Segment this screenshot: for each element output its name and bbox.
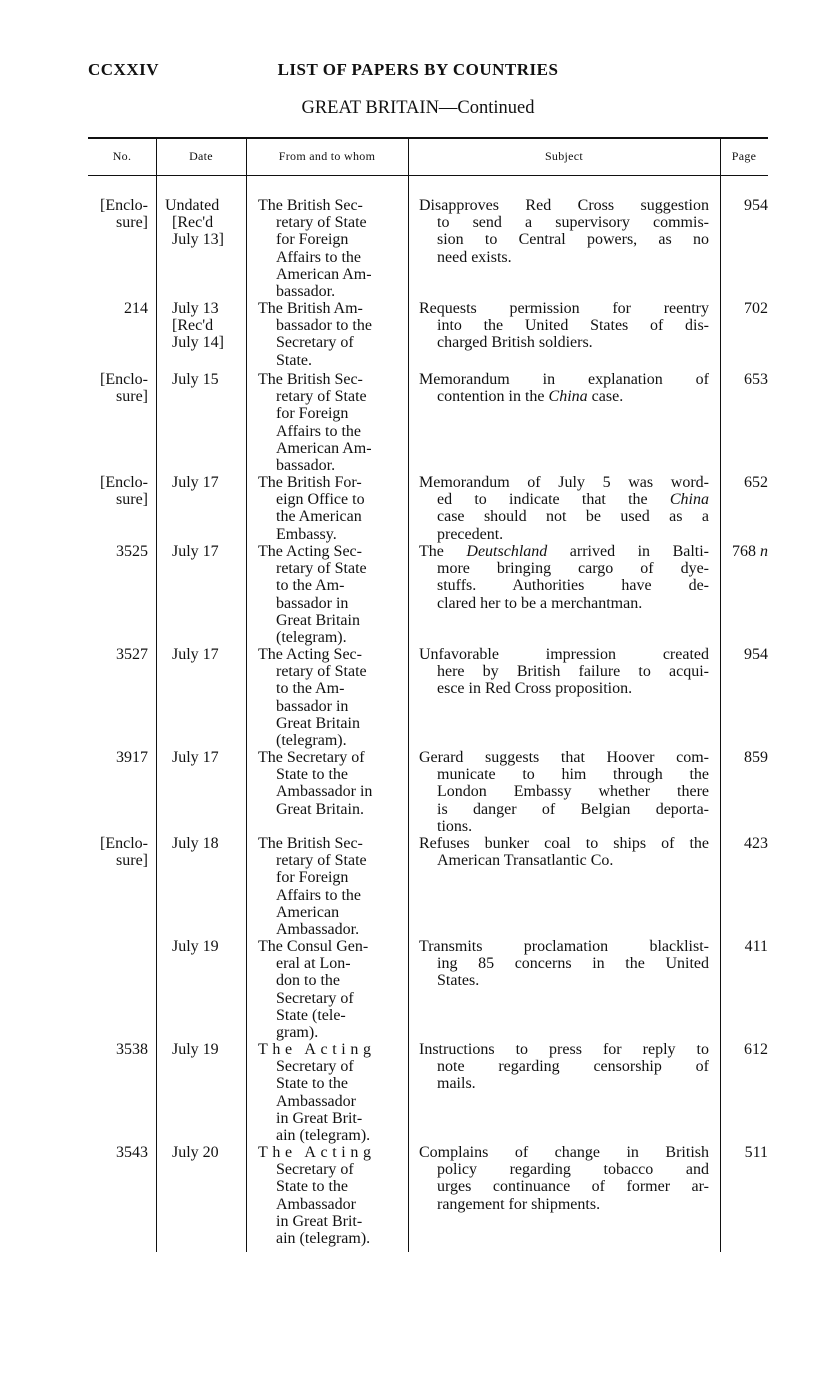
entry-date-line: July 14]	[172, 334, 224, 352]
entry-number-line: [Enclo-	[100, 197, 148, 214]
entry-from-to-line: The Secretary of	[258, 749, 365, 766]
entry-from-to-line: (telegram).	[276, 732, 347, 750]
entry-date-line: July 17	[172, 749, 219, 766]
entry-number	[88, 543, 148, 560]
entry-subject-line: need exists.	[437, 248, 512, 266]
entry-from-to-line: bassador in	[276, 594, 349, 612]
entry-date-line: July 20	[172, 1144, 219, 1161]
entry-from-to-line: bassador to the	[276, 317, 372, 335]
entry-number	[88, 646, 148, 663]
running-title: LIST OF PAPERS BY COUNTRIES	[277, 60, 559, 79]
entry-subject-line: note regarding censorship of	[437, 1058, 709, 1076]
entry-from-to-line: the American	[276, 508, 362, 526]
entry-date-line: July 17	[172, 543, 219, 560]
header-no: No.	[112, 149, 132, 163]
entry-number-line: 3538	[116, 1041, 148, 1058]
entry-subject	[419, 938, 709, 990]
entry-from-to-line: The Consul Gen-	[258, 938, 369, 955]
entry-from-to-line: gram).	[276, 1024, 319, 1042]
entry-date	[162, 938, 248, 955]
section-title: GREAT BRITAIN—Continued	[301, 98, 535, 118]
entry-number-line: sure]	[116, 388, 148, 406]
entry-from-to-line: The British Sec-	[258, 197, 363, 214]
entry-from-to-line: The British For-	[258, 474, 362, 491]
entry-from-to-line: Secretary of	[276, 1058, 354, 1076]
entry-subject-line: tions.	[437, 817, 473, 835]
entry-subject-line: Requests permission for reentry	[419, 300, 709, 317]
entry-from-to-line: retary of State	[276, 852, 367, 870]
entry-subject-line: ed to indicate that the China	[437, 491, 709, 509]
entry-date	[162, 1144, 248, 1161]
entry-from-to	[258, 938, 400, 1041]
entry-subject-line: Instructions to press for reply to	[419, 1041, 709, 1058]
entry-subject-line: Unfavorable impression created	[419, 646, 709, 663]
entry-date	[162, 1041, 248, 1058]
entry-subject-line: to send a supervisory commis-	[437, 214, 709, 232]
entry-subject-line: policy regarding tobacco and	[437, 1161, 709, 1179]
entry-from-to	[258, 1041, 400, 1144]
entry-from-to	[258, 371, 400, 474]
entry-subject-line: esce in Red Cross proposition.	[437, 680, 633, 698]
entry-from-to-line: Ambassador in	[276, 783, 373, 801]
entry-page: 859	[744, 749, 768, 766]
entry-from-to-line: for Foreign	[276, 869, 349, 887]
entry-from-to	[258, 749, 400, 818]
entry-from-to-line: Great Britain	[276, 714, 360, 732]
entry-from-to-line: bassador.	[276, 283, 336, 301]
entry-date	[162, 749, 248, 766]
header-from-to: From and to whom	[278, 149, 376, 163]
entry-subject-line: American Transatlantic Co.	[437, 852, 614, 870]
entry-from-to-line: retary of State	[276, 214, 367, 232]
entry-subject-line: stuffs. Authorities have de-	[437, 577, 709, 595]
column-divider	[156, 137, 157, 1252]
entry-subject	[419, 749, 709, 835]
entry-from-to-line: to the Am-	[276, 577, 345, 595]
entry-page: 954	[744, 646, 768, 663]
entry-subject-line: States.	[437, 972, 480, 990]
entry-from-to-line: State to the	[276, 1075, 348, 1093]
entry-from-to-line: The Acting	[258, 1144, 376, 1161]
entry-date-line: July 13]	[172, 231, 224, 249]
entry-date-line: July 13	[172, 300, 219, 317]
entry-number	[88, 371, 148, 405]
entry-number-line: [Enclo-	[100, 371, 148, 388]
entry-from-to-line: eral at Lon-	[276, 955, 351, 973]
entry-number-line: sure]	[116, 491, 148, 509]
entry-number	[88, 749, 148, 766]
entry-page: 411	[744, 938, 768, 955]
entry-from-to-line: The British Am-	[258, 300, 363, 317]
entry-from-to	[258, 300, 400, 369]
entry-from-to-line: State to the	[276, 1178, 348, 1196]
entry-subject-line: Complains of change in British	[419, 1144, 709, 1161]
entry-from-to-line: to the Am-	[276, 680, 345, 698]
entry-subject-line: Memorandum of July 5 was word-	[419, 474, 709, 491]
header-page: Page	[731, 149, 757, 163]
entry-subject	[419, 371, 709, 405]
entry-subject-line: municate to him through the	[437, 766, 709, 784]
entry-date	[162, 835, 248, 852]
column-divider	[408, 137, 409, 1252]
entry-from-to-line: for Foreign	[276, 405, 349, 423]
entry-from-to	[258, 1144, 400, 1247]
entry-subject-line: charged British soldiers.	[437, 334, 593, 352]
entry-from-to	[258, 835, 400, 938]
entry-page: 954	[744, 197, 768, 214]
entry-date-line: [Rec'd	[172, 214, 214, 232]
entry-from-to-line: in Great Brit-	[276, 1109, 363, 1127]
entry-date	[162, 474, 248, 491]
entry-from-to-line: retary of State	[276, 388, 367, 406]
entry-from-to-line: Ambassador	[276, 1195, 356, 1213]
entry-subject	[419, 300, 709, 352]
entry-from-to	[258, 646, 400, 749]
entry-number	[88, 474, 148, 508]
entry-from-to-line: American	[276, 903, 340, 921]
entry-from-to	[258, 474, 400, 543]
entry-date-line: July 17	[172, 646, 219, 663]
entry-from-to-line: for Foreign	[276, 231, 349, 249]
entry-from-to-line: bassador in	[276, 697, 349, 715]
entry-subject-line: case should not be used as a	[437, 508, 709, 526]
entry-subject-line: Refuses bunker coal to ships of the	[419, 835, 709, 852]
entry-from-to-line: The Acting Sec-	[258, 543, 362, 560]
entry-from-to-line: eign Office to	[276, 491, 365, 509]
entry-date-line: July 15	[172, 371, 219, 388]
entry-date-line: July 19	[172, 1041, 219, 1058]
entry-from-to	[258, 543, 400, 646]
entry-page: 652	[744, 474, 768, 491]
entry-date	[162, 646, 248, 663]
entry-subject-line: rangement for shipments.	[437, 1195, 601, 1213]
entry-subject-line: Transmits proclamation blacklist-	[419, 938, 709, 955]
entry-page: 423	[744, 835, 768, 852]
entry-from-to	[258, 197, 400, 300]
entry-from-to-line: in Great Brit-	[276, 1212, 363, 1230]
entry-subject-line: London Embassy whether there	[437, 783, 709, 801]
entry-subject-line: Disapproves Red Cross suggestion	[419, 197, 709, 214]
entry-subject-line: here by British failure to acqui-	[437, 663, 709, 681]
entry-from-to-line: The British Sec-	[258, 835, 363, 852]
entry-page: 702	[744, 300, 768, 317]
header-date: Date	[189, 149, 213, 163]
entry-from-to-line: Great Britain	[276, 611, 360, 629]
entry-from-to-line: Secretary of	[276, 1161, 354, 1179]
entry-date	[162, 543, 248, 560]
entry-from-to-line: don to the	[276, 972, 340, 990]
entry-subject-line: The Deutschland arrived in Balti-	[419, 543, 709, 560]
entry-subject-line: ing 85 concerns in the United	[437, 955, 709, 973]
entry-date	[162, 197, 248, 249]
entry-date-line: July 18	[172, 835, 219, 852]
entry-from-to-line: retary of State	[276, 560, 367, 578]
column-divider	[720, 137, 721, 1252]
entry-from-to-line: State.	[276, 351, 312, 369]
entry-subject	[419, 646, 709, 698]
entry-date	[162, 300, 248, 352]
entry-subject	[419, 474, 709, 543]
page-number: CCXXIV	[88, 60, 159, 79]
entry-from-to-line: (telegram).	[276, 629, 347, 647]
entry-subject-line: more bringing cargo of dye-	[437, 560, 709, 578]
entry-from-to-line: ain (telegram).	[276, 1127, 371, 1145]
entry-from-to-line: American Am-	[276, 265, 372, 283]
entry-date-line: Undated	[165, 197, 220, 214]
entry-date	[162, 371, 248, 388]
entry-subject	[419, 835, 709, 869]
entry-number	[88, 835, 148, 869]
entry-subject-line: mails.	[437, 1075, 476, 1093]
entry-page: 653	[744, 371, 768, 388]
entry-subject-line: contention in the China case.	[437, 388, 624, 406]
entry-from-to-line: American Am-	[276, 439, 372, 457]
entry-from-to-line: Secretary of	[276, 334, 354, 352]
table-header-rule	[88, 175, 768, 176]
entry-from-to-line: Affairs to the	[276, 248, 362, 266]
entry-page: 612	[744, 1041, 768, 1058]
entry-page: 511	[744, 1144, 768, 1161]
entry-subject	[419, 543, 709, 612]
entry-from-to-line: Ambassador.	[276, 921, 360, 939]
entry-from-to-line: Embassy.	[276, 525, 337, 543]
entry-subject	[419, 197, 709, 266]
entry-subject-line: is danger of Belgian deporta-	[437, 800, 709, 818]
entry-from-to-line: State (tele-	[276, 1006, 346, 1024]
entry-subject-line: precedent.	[437, 525, 504, 543]
entry-from-to-line: State to the	[276, 766, 348, 784]
entry-from-to-line: Great Britain.	[276, 800, 364, 818]
entry-page: 768 n	[732, 543, 768, 560]
entry-number	[88, 1041, 148, 1058]
entry-from-to-line: ain (telegram).	[276, 1230, 371, 1248]
entry-subject-line: into the United States of dis-	[437, 317, 709, 335]
entry-from-to-line: The British Sec-	[258, 371, 363, 388]
entry-date-line: July 19	[172, 938, 219, 955]
entry-from-to-line: bassador.	[276, 457, 336, 475]
entry-number-line: 3543	[116, 1144, 148, 1161]
entry-number-line: [Enclo-	[100, 474, 148, 491]
entry-from-to-line: Ambassador	[276, 1092, 356, 1110]
entry-subject	[419, 1144, 709, 1213]
entry-number	[88, 1144, 148, 1161]
entry-number-line: sure]	[116, 214, 148, 232]
entry-from-to-line: The Acting Sec-	[258, 646, 362, 663]
entry-from-to-line: Affairs to the	[276, 886, 362, 904]
entry-subject	[419, 1041, 709, 1093]
entry-subject-line: clared her to be a merchantman.	[437, 594, 643, 612]
header-subject: Subject	[544, 149, 584, 163]
entry-date-line: July 17	[172, 474, 219, 491]
entry-number	[88, 197, 148, 231]
entry-date-line: [Rec'd	[172, 317, 214, 335]
entry-number-line: 214	[124, 300, 148, 317]
entry-number-line: 3525	[116, 543, 148, 560]
table-top-rule	[88, 137, 768, 139]
entry-number-line: [Enclo-	[100, 835, 148, 852]
entry-subject-line: urges continuance of former ar-	[437, 1178, 709, 1196]
entry-subject-line: sion to Central powers, as no	[437, 231, 709, 249]
entry-from-to-line: The Acting	[258, 1041, 376, 1058]
entry-from-to-line: Affairs to the	[276, 422, 362, 440]
entry-subject-line: Gerard suggests that Hoover com-	[419, 749, 709, 766]
entry-from-to-line: retary of State	[276, 663, 367, 681]
papers-table	[88, 137, 768, 1252]
entry-number	[88, 300, 148, 317]
entry-number-line: 3527	[116, 646, 148, 663]
entry-from-to-line: Secretary of	[276, 989, 354, 1007]
entry-number-line: sure]	[116, 852, 148, 870]
entry-subject-line: Memorandum in explanation of	[419, 371, 709, 388]
entry-number-line: 3917	[116, 749, 148, 766]
